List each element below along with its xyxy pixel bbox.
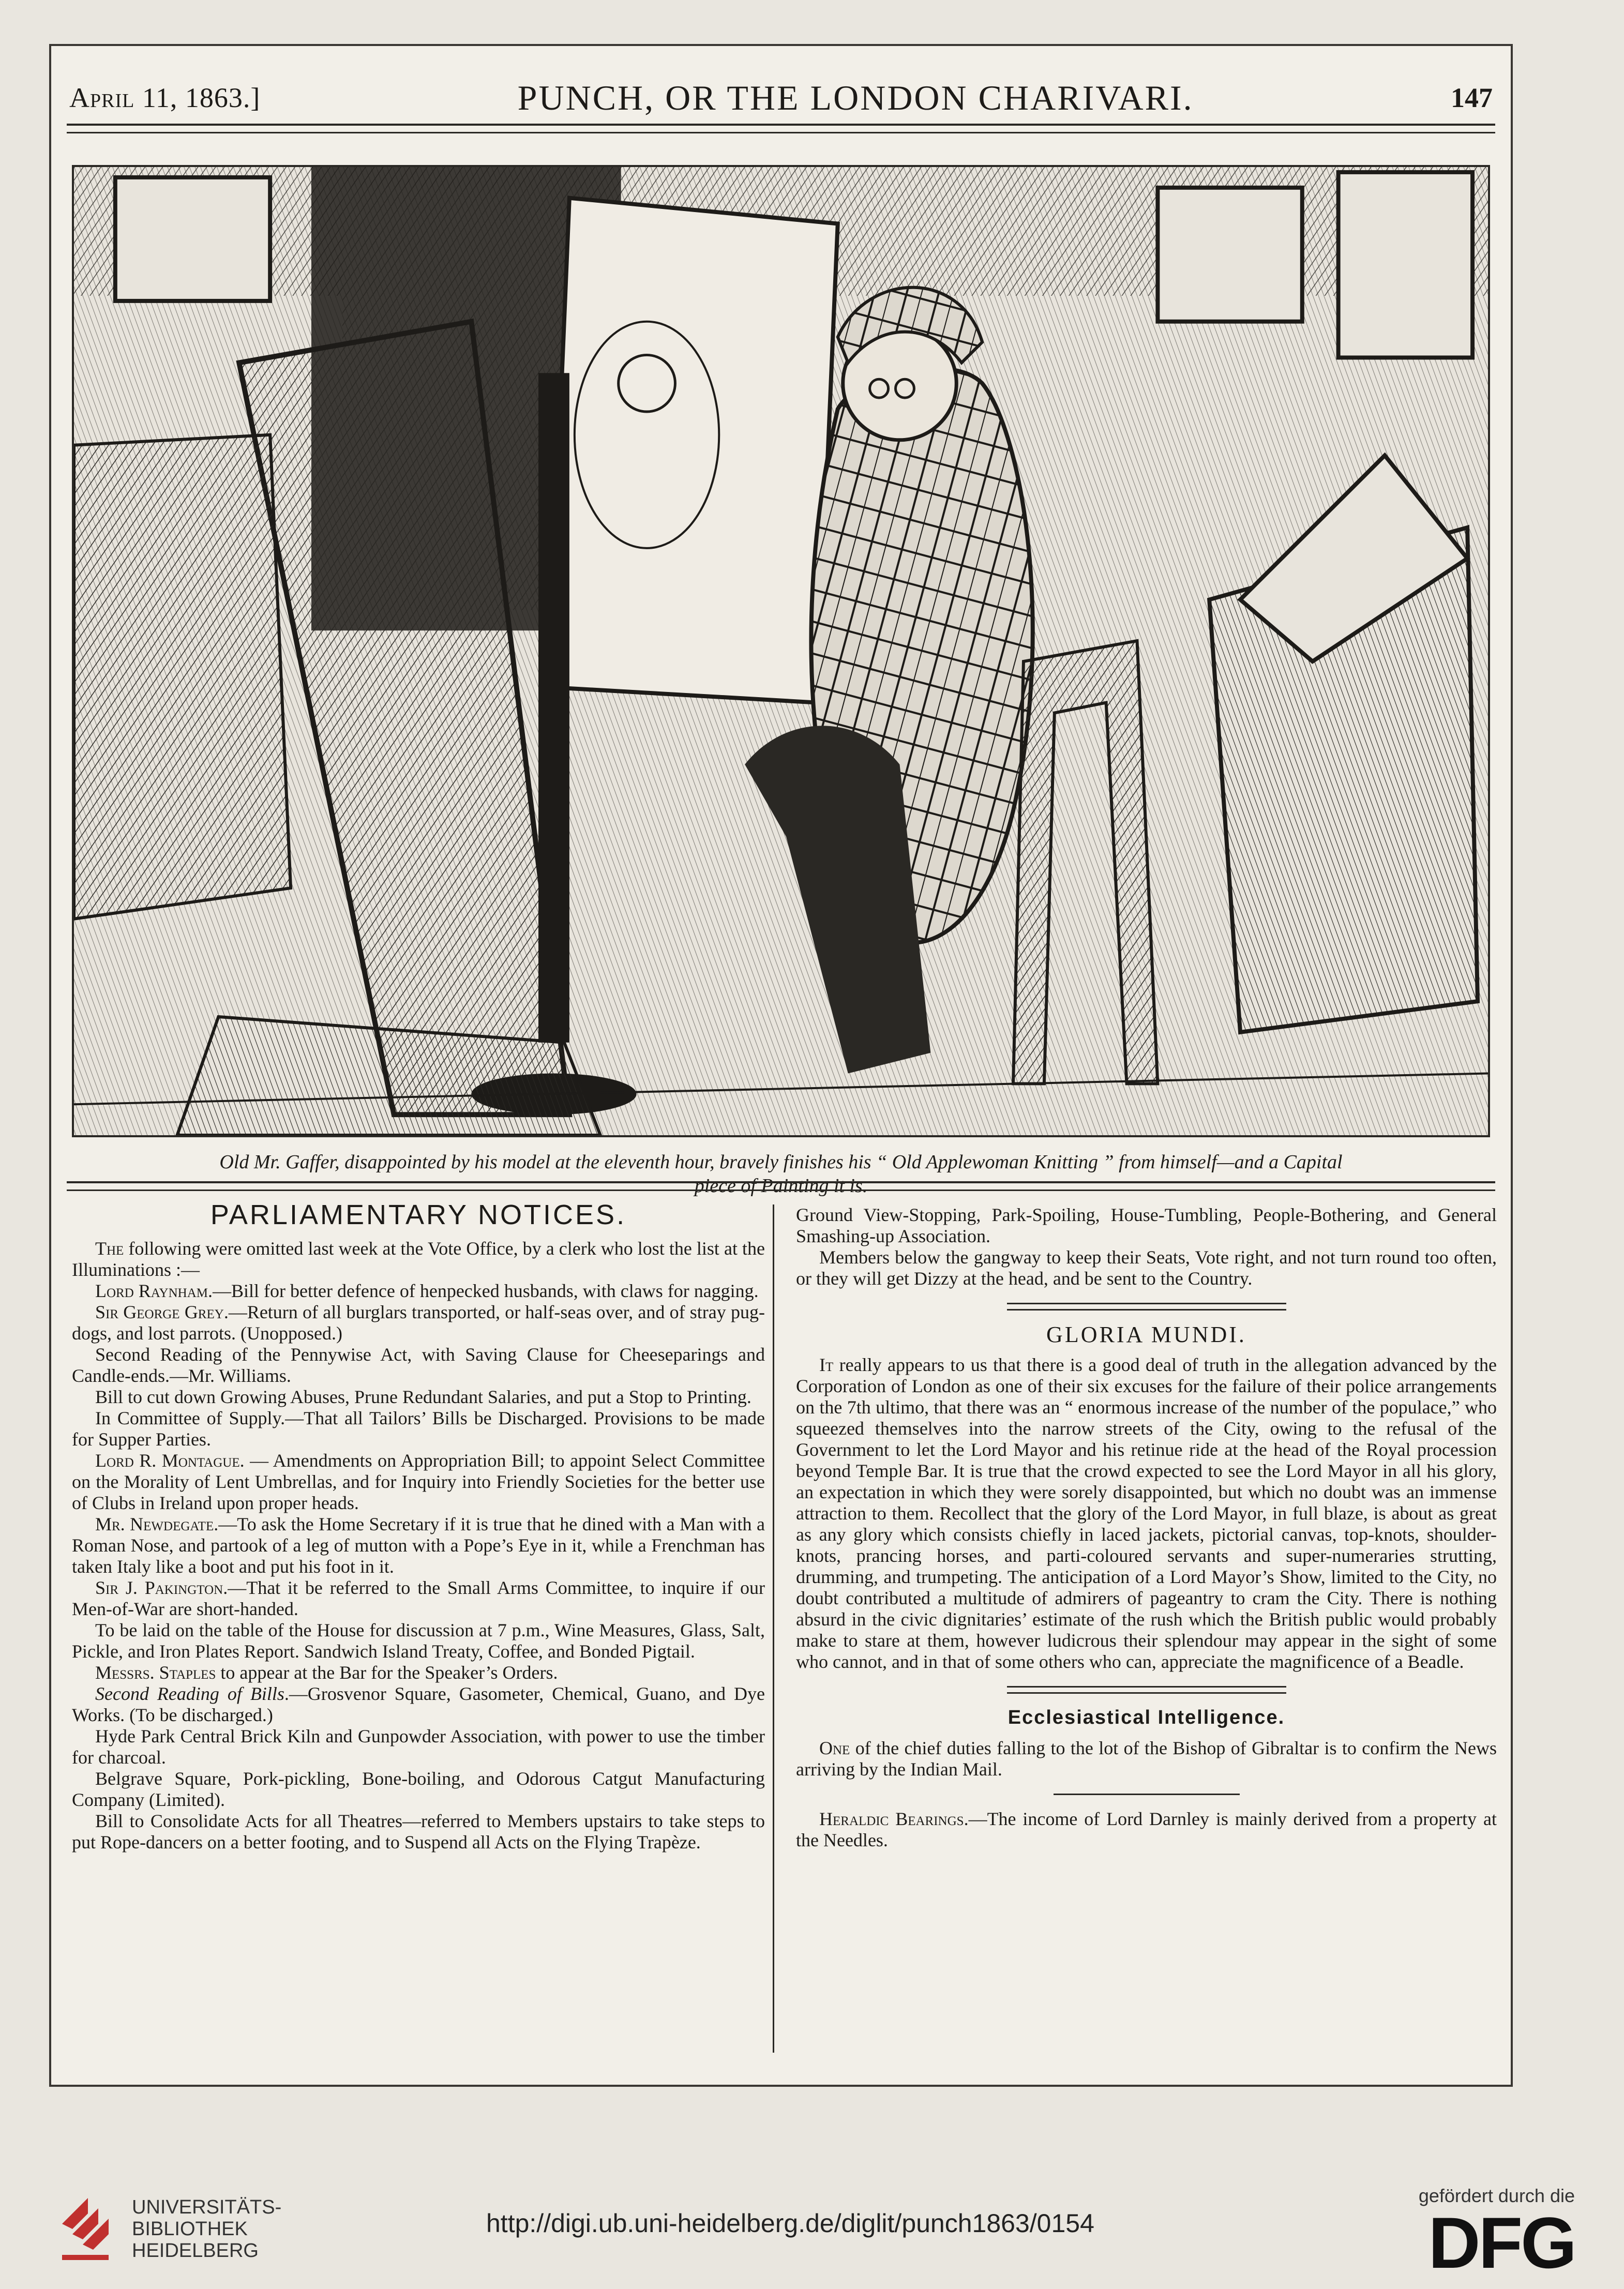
- notice-paragraph: [72, 1344, 765, 1387]
- notice-paragraph: [72, 1302, 765, 1344]
- engraving-illustration: [72, 165, 1490, 1137]
- notice-paragraph: [72, 1387, 765, 1408]
- left-column: [72, 1199, 765, 1853]
- notice-text: Second Reading of the Pennywise Act, with Saving Clause for Cheeseparings and Candle-ends.—Mr. Williams.: [72, 1344, 765, 1386]
- notice-text: In Committee of Supply.—That all Tailors’ Bills be Discharged. Provisions to be made for Supper Parties.: [72, 1408, 765, 1450]
- dfg-logo: DFG: [1428, 2202, 1575, 2283]
- library-branding[interactable]: [57, 2193, 281, 2265]
- page-header: [69, 74, 1493, 121]
- painter-engraving: [74, 167, 1488, 1135]
- ecclesiastical-heading: Ecclesiastical Intelligence.: [1008, 1707, 1285, 1728]
- caption-line-1: Old Mr. Gaffer, disappointed by his model at the eleventh hour, bravely finishes his “ Old Applewoman Knitting ” from himself—and a Capital: [219, 1151, 1343, 1173]
- funded-by-label: gefördert durch die: [1418, 2185, 1575, 2206]
- notice-paragraph: [72, 1281, 765, 1302]
- library-name-line-1: UNIVERSITÄTS-: [132, 2196, 282, 2218]
- notice-text: Belgrave Square, Pork-pickling, Bone-boiling, and Odorous Catgut Manufacturing Company (Limited).: [72, 1768, 765, 1810]
- gloria-mundi-heading: GLORIA MUNDI.: [1046, 1322, 1246, 1347]
- notice-lead: Sir J. Pakington: [95, 1577, 223, 1598]
- library-name-line-2: BIBLIOTHEK: [132, 2218, 248, 2240]
- notice-text: Hyde Park Central Brick Kiln and Gunpowder Association, with power to use the timber for charcoal.: [72, 1726, 765, 1768]
- notice-text: To be laid on the table of the House for discussion at 7 p.m., Wine Measures, Glass, Salt, Pickle, and Iron Plates Report. Sandwich Island Treaty, Coffee, and Bonded Pigtail.: [72, 1620, 765, 1662]
- gloria-lead: It: [819, 1354, 834, 1375]
- notice-paragraph: [72, 1620, 765, 1662]
- parliamentary-notices-heading: PARLIAMENTARY NOTICES.: [210, 1199, 627, 1230]
- notice-lead: The: [95, 1238, 124, 1259]
- library-name: [132, 2196, 281, 2262]
- notice-text: to appear at the Bar for the Speaker’s Orders.: [216, 1662, 558, 1683]
- heraldic-text: .—The income of Lord Darnley is mainly derived from a property at the Needles.: [796, 1809, 1497, 1850]
- permalink-url[interactable]: http://digi.ub.uni-heidelberg.de/diglit/punch1863/0154: [486, 2209, 1094, 2238]
- divider-rule: [1007, 1303, 1286, 1311]
- notice-text: .—Return of all burglars transported, or half-seas over, and of stray pug-dogs, and lost parrots. (Unopposed.): [72, 1302, 765, 1344]
- section-rule: [67, 1181, 1495, 1191]
- notice-lead: Mr. Newdegate: [95, 1514, 214, 1534]
- column-divider: [773, 1204, 774, 2053]
- right-column: [796, 1204, 1497, 1851]
- issue-date: April 11, 1863.]: [69, 82, 261, 113]
- parliamentary-notices-body: [72, 1238, 765, 1853]
- notice-lead: Lord Raynham: [95, 1281, 208, 1301]
- notice-text: .—Bill for better defence of henpecked husbands, with claws for nagging.: [208, 1281, 759, 1301]
- notice-paragraph: [72, 1514, 765, 1577]
- ecclesiastical-paragraph: [796, 1738, 1497, 1780]
- eccl-text: of the chief duties falling to the lot of the Bishop of Gibraltar is to confirm the News arriving by the Indian Mail.: [796, 1738, 1497, 1780]
- eccl-lead: One: [819, 1738, 850, 1758]
- divider-rule: [1054, 1794, 1240, 1795]
- notice-paragraph: [72, 1768, 765, 1811]
- notice-lead: Sir George Grey: [95, 1302, 224, 1322]
- header-rule: [67, 124, 1495, 133]
- notice-paragraph: [72, 1238, 765, 1281]
- notice-paragraph: [72, 1726, 765, 1768]
- publication-title: PUNCH, OR THE LONDON CHARIVARI.: [517, 78, 1194, 117]
- gloria-text: really appears to us that there is a good deal of truth in the allegation advanced by the Corporation of London as one of their six excuses for the failure of their police arrangements on the 7th ultimo, that there was an “ enormous increase of the number of the populace,” who squeezed themselves into the narrow streets of the City, owing to the refusal of the Government to let the Lord Mayor and his retinue ride at the head of the Royal procession beyond Temple Bar. It is true that the crowd expected to see the Lord Mayor in all his glory, an expectation in which they were sorely disappointed, but which no doubt was an immense attraction to them. Recollect that the glory of the Lord Mayor, in full blaze, is about as great as any glory which consists chiefly in laced jackets, pictorial canvas, top-knots, shoulder-knots, prancing horses, and parti-coloured servants and super-numeraries strutting, drumming, and trumpeting. The anticipation of a Lord Mayor’s Show, limited to the City, no doubt contributed a multitude of admirers of pageantry to cram the City. There is nothing absurd in the civic dignitaries’ estimate of the rush which the British public would probably make to stare at them, however ludicrous their splendour may appear in the sight of some who cannot, and in that of some others who can, appreciate the magnificence of a Beadle.: [796, 1354, 1497, 1672]
- divider-rule: [1007, 1686, 1286, 1694]
- notice-text: .—That it be referred to the Small Arms Committee, to inquire if our Men-of-War are short-handed.: [72, 1577, 765, 1619]
- notice-paragraph: [72, 1683, 765, 1726]
- heraldic-lead: Heraldic Bearings: [819, 1809, 964, 1829]
- continuation-paragraph-1: Ground View-Stopping, Park-Spoiling, House-Tumbling, People-Bothering, and General Smashing-up Association.: [796, 1204, 1497, 1246]
- heraldic-paragraph: [796, 1809, 1497, 1851]
- notice-paragraph: [72, 1450, 765, 1514]
- notice-text: following were omitted last week at the Vote Office, by a clerk who lost the list at the Illuminations :—: [72, 1238, 765, 1280]
- library-name-line-3: HEIDELBERG: [132, 2240, 259, 2262]
- viewer-footer: [0, 2172, 1624, 2289]
- library-logo-icon: [57, 2193, 116, 2265]
- notice-lead: Lord R. Montague: [95, 1450, 240, 1471]
- notice-lead: Messrs. Staples: [95, 1662, 216, 1683]
- funding-credit[interactable]: [1418, 2185, 1575, 2283]
- caption-line-2: piece of Painting it is.: [694, 1175, 868, 1197]
- notice-paragraph: [72, 1577, 765, 1620]
- notice-text: . — Amendments on Appropriation Bill; to appoint Select Committee on the Morality of Lent Umbrellas, and for Inquiry into Friendly Societies for the better use of Clubs in Ireland upon proper heads.: [72, 1450, 765, 1513]
- notice-text: Bill to cut down Growing Abuses, Prune Redundant Salaries, and put a Stop to Printing.: [95, 1387, 751, 1407]
- gloria-mundi-paragraph: [796, 1354, 1497, 1673]
- newspaper-page: [49, 44, 1513, 2087]
- notice-paragraph: [72, 1662, 765, 1683]
- notice-paragraph: [72, 1408, 765, 1450]
- notice-text: .—To ask the Home Secretary if it is true that he dined with a Man with a Roman Nose, and partook of a leg of mutton with a Pope’s Eye in it, while a Frenchman has taken Italy like a boot and put his foot in it.: [72, 1514, 765, 1577]
- notice-paragraph: [72, 1811, 765, 1853]
- continuation-paragraph-2: Members below the gangway to keep their Seats, Vote right, and not turn round too often, or they will get Dizzy at the head, and be sent to the Country.: [796, 1247, 1497, 1289]
- notice-text: Bill to Consolidate Acts for all Theatres—referred to Members upstairs to take steps to put Rope-dancers on a better footing, and to Suspend all Acts on the Flying Trapèze.: [72, 1811, 765, 1853]
- page-number: 147: [1451, 82, 1493, 113]
- notice-lead: Second Reading of Bills: [95, 1683, 284, 1704]
- notice-text: .—Grosvenor Square, Gasometer, Chemical, Guano, and Dye Works. (To be discharged.): [72, 1683, 765, 1725]
